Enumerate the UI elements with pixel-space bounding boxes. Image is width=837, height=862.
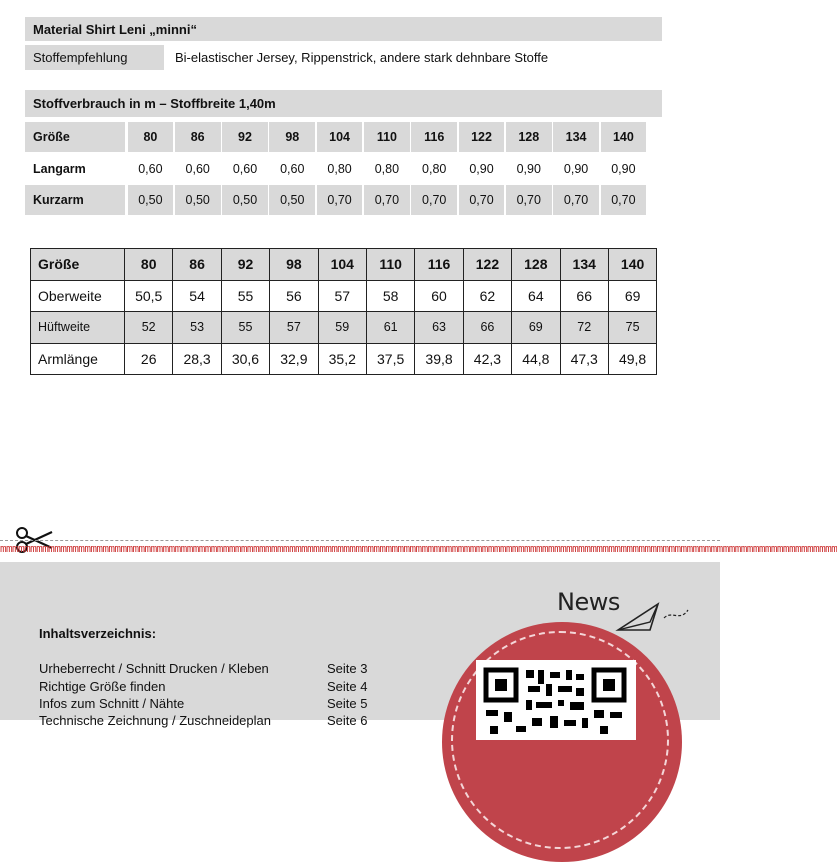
- table-cell: 50,5: [125, 280, 173, 312]
- fabric-header-label: Größe: [25, 122, 125, 152]
- measurement-header-row: [31, 249, 657, 281]
- toc-page: Seite 4: [327, 679, 368, 694]
- material-title: Material Shirt Leni „minni“: [25, 17, 662, 41]
- fabric-size: 122: [459, 122, 505, 152]
- toc-item: Infos zum Schnitt / Nähte: [39, 696, 185, 711]
- table-cell: 0,80: [317, 154, 363, 184]
- table-cell: 60: [415, 280, 463, 312]
- measurement-size: 98: [270, 249, 318, 281]
- toc-page: Seite 6: [327, 713, 368, 728]
- table-cell: 0,80: [364, 154, 410, 184]
- toc-item: Urheberrecht / Schnitt Drucken / Kleben: [39, 661, 269, 676]
- measurement-header-label: Größe: [31, 249, 125, 281]
- table-cell: 0,70: [459, 185, 505, 215]
- table-cell: 30,6: [221, 343, 269, 375]
- table-cell: 0,50: [128, 185, 174, 215]
- table-cell: 0,70: [364, 185, 410, 215]
- table-cell: 61: [366, 312, 414, 344]
- fabric-size: 110: [364, 122, 410, 152]
- fabric-size: 116: [411, 122, 457, 152]
- table-cell: 49,8: [608, 343, 656, 375]
- row-label: Armlänge: [31, 343, 125, 375]
- row-label: Langarm: [25, 154, 125, 184]
- fabric-size: 80: [128, 122, 174, 152]
- table-cell: 0,70: [411, 185, 457, 215]
- qr-code[interactable]: [476, 660, 636, 740]
- table-cell: 0,70: [553, 185, 599, 215]
- table-cell: 0,90: [506, 154, 552, 184]
- table-cell: 39,8: [415, 343, 463, 375]
- measurement-size: 110: [366, 249, 414, 281]
- table-cell: 66: [463, 312, 511, 344]
- row-label: Hüftweite: [31, 312, 125, 344]
- table-cell: 72: [560, 312, 608, 344]
- table-row: [31, 343, 657, 375]
- table-cell: 0,80: [411, 154, 457, 184]
- table-cell: 58: [366, 280, 414, 312]
- table-cell: 47,3: [560, 343, 608, 375]
- table-cell: 75: [608, 312, 656, 344]
- measurement-size: 128: [512, 249, 560, 281]
- table-cell: 64: [512, 280, 560, 312]
- fabric-size: 98: [269, 122, 315, 152]
- table-cell: 0,50: [222, 185, 268, 215]
- table-cell: 32,9: [270, 343, 318, 375]
- measurement-size: 86: [173, 249, 221, 281]
- table-cell: 0,60: [175, 154, 221, 184]
- fabric-size: 86: [175, 122, 221, 152]
- row-label: Oberweite: [31, 280, 125, 312]
- table-cell: 0,90: [459, 154, 505, 184]
- toc-item: Technische Zeichnung / Zuschneideplan: [39, 713, 271, 728]
- table-cell: 0,70: [601, 185, 647, 215]
- measurement-size: 140: [608, 249, 656, 281]
- table-cell: 63: [415, 312, 463, 344]
- table-cell: 55: [221, 280, 269, 312]
- fabric-size: 104: [317, 122, 363, 152]
- table-cell: 69: [608, 280, 656, 312]
- cut-dash: [0, 540, 720, 541]
- material-value: Bi-elastischer Jersey, Rippenstrick, andere stark dehnbare Stoffe: [175, 50, 549, 65]
- table-cell: 69: [512, 312, 560, 344]
- table-cell: 54: [173, 280, 221, 312]
- measurement-size: 104: [318, 249, 366, 281]
- toc-item: Richtige Größe finden: [39, 679, 166, 694]
- table-cell: 26: [125, 343, 173, 375]
- table-cell: 0,90: [553, 154, 599, 184]
- cut-line: mmmmmmmmmmmmmmmmmmmmmmmmmmmmmmmmmmmmmmmmmmmmmmmmmmmmmmmmmmmmmmmmmmmmmmmmmmmmmmmmmmmmmmmmmmmmmmmmmmmmmmmmmmmmmmmmmmmmmmmmmmmmmmmmmmmmmmmmmmm: [0, 542, 837, 555]
- table-cell: 44,8: [512, 343, 560, 375]
- table-cell: 55: [221, 312, 269, 344]
- table-cell: 0,90: [601, 154, 647, 184]
- fabric-size: 92: [222, 122, 268, 152]
- measurement-size: 80: [125, 249, 173, 281]
- fabric-title: Stoffverbrauch in m – Stoffbreite 1,40m: [25, 90, 662, 117]
- measurement-table: [30, 248, 657, 375]
- table-row: [31, 280, 657, 312]
- table-cell: 57: [318, 280, 366, 312]
- toc-page: Seite 3: [327, 661, 368, 676]
- table-cell: 56: [270, 280, 318, 312]
- table-cell: 0,50: [269, 185, 315, 215]
- measurement-size: 134: [560, 249, 608, 281]
- table-cell: 42,3: [463, 343, 511, 375]
- measurement-size: 122: [463, 249, 511, 281]
- paper-plane-icon: [614, 600, 694, 640]
- table-cell: 0,60: [128, 154, 174, 184]
- table-cell: 0,70: [317, 185, 363, 215]
- table-cell: 0,60: [269, 154, 315, 184]
- fabric-size: 140: [601, 122, 647, 152]
- fabric-size: 128: [506, 122, 552, 152]
- table-cell: 35,2: [318, 343, 366, 375]
- material-label: Stoffempfehlung: [25, 45, 164, 70]
- table-row: [31, 312, 657, 344]
- table-cell: 0,50: [175, 185, 221, 215]
- row-label: Kurzarm: [25, 185, 125, 215]
- table-cell: 0,70: [506, 185, 552, 215]
- table-cell: 57: [270, 312, 318, 344]
- table-cell: 28,3: [173, 343, 221, 375]
- table-cell: 37,5: [366, 343, 414, 375]
- table-cell: 53: [173, 312, 221, 344]
- qr-code-icon: [476, 660, 636, 740]
- table-cell: 0,60: [222, 154, 268, 184]
- news-label: News: [557, 588, 620, 616]
- table-cell: 52: [125, 312, 173, 344]
- measurement-size: 92: [221, 249, 269, 281]
- fabric-size: 134: [553, 122, 599, 152]
- toc-page: Seite 5: [327, 696, 368, 711]
- toc-title: Inhaltsverzeichnis:: [39, 626, 157, 641]
- table-cell: 66: [560, 280, 608, 312]
- measurement-size: 116: [415, 249, 463, 281]
- table-cell: 62: [463, 280, 511, 312]
- table-cell: 59: [318, 312, 366, 344]
